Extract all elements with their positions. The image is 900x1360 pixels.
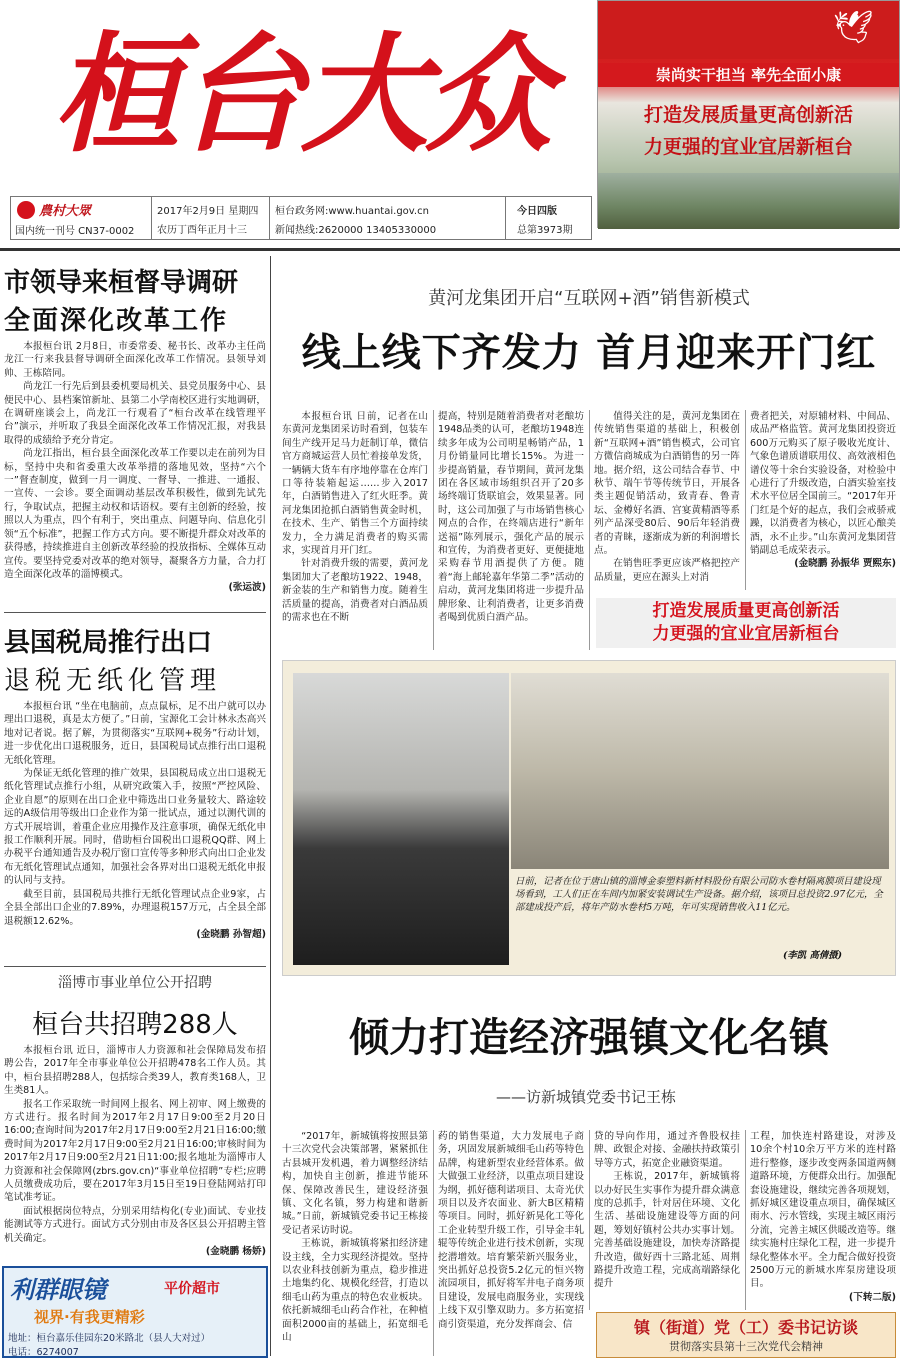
header-issue: 总第3973期 (517, 225, 573, 236)
article1-title-line2: 全面深化改革工作 (4, 306, 229, 336)
article1-p1: 本报桓台讯 2月8日，市委常委、秘书长、改革办主任尚龙江一行来我县督导调研全面深化改革工作情况。县领导刘帅、王栋陪同。 (4, 341, 266, 379)
feature-col3-p2: 王栋说，2017年，新城镇将以办好民生实事作为提升群众满意度的总抓手，针对居住环境、文化生活、基础设施建设等方面的问题，筹划好镇村公共办实事计划。完善基础设施建设，加快寿济路提升改造，做好西十三路北延、周荆路提升改造工程，完成高端路绿化提升 (594, 1171, 740, 1290)
photo-block (282, 660, 896, 976)
photo-left (293, 673, 509, 965)
photo-caption: 日前，记者在位于唐山镇的淄博金泰塑料新材料股份有限公司防水卷材隔离膜项目建设现场看到，工人们正在车间内加紧安装调试生产设备。据介绍，该项目总投资2.97亿元，全部建成投产后，将年产防水卷材5万吨，年可实现销售收入11亿元。 (515, 876, 883, 913)
header-cn: 国内统一刊号 CN37-0002 (15, 226, 135, 237)
top-ad-line1: 崇尚实干担当 率先全面小康 (598, 63, 899, 87)
feature-col3-p1: 贷的导向作用，通过齐鲁股权挂牌、政银企对接、金融扶持政策引导等方式，拓宽企业融资渠道。 (594, 1131, 740, 1169)
header-hotline: 新闻热线:2620000 13405330000 (275, 225, 437, 236)
header-info (10, 196, 592, 240)
feature-title: 倾力打造经济强镇文化名镇 (349, 1014, 829, 1061)
article3-p2: 报名工作采取统一时间网上报名、网上初审、网上缴费的方式进行。报名时间为2017年2月17日9:00至2月20日16:00;查询时间为2017年2月17日9:00至2月21日16:00;缴费时间为2017年2月17日9:00至2月21日16:00;审核时间为2017年2月17日9:00至2月21日11:00;报名地址为淄博市人力资源和社会保障网(zbrs.gov.cn)“事业单位招聘”专栏;应聘人员缴费成功后，要在2017年3月15日至19日登陆网站打印笔试准考证。 (4, 1098, 266, 1204)
red-banner-line2: 力更强的宜业宜居新桓台 (652, 624, 840, 644)
ad-eyewear-phone: 电话：6274007 (8, 1347, 79, 1358)
feature-col1-p1: “2017年，新城镇将按照县第十三次党代会决策部署，紧紧抓住古县城开发机遇，着力调整经济结构，加快自主创新，推进节能环保、保障改善民生，建设经济强镇、文化名镇，努力构建和谐新城。”日前，新城镇党委书记王栋接受记者采访时说。 (282, 1131, 428, 1236)
lead-col3-p1: 值得关注的是，黄河龙集团在传统销售渠道的基础上，积极创新“互联网+酒”销售模式，公司官方微信商城成为白酒销售的另一阵地。据介绍，这公司结合春节、中秋节、端午节等传统节日，开展各类主题促销活动，致青春、鲁青坛、金樽好名酒、宫宴黄精酒等系列产品深受80后、90后年轻消费者的青睐，逐渐成为新的利润增长点。 (594, 411, 740, 557)
article1-p2: 尚龙江一行先后到县委机要局机关、县党员服务中心、县便民中心、县档案馆新址、县第二小学南校区进行实地调研，在调研座谈会上，尚龙江一行观看了“桓台改革在线管理平台”演示，并听取了我县全面深化改革工作情况汇报，对我县取得的成绩给予充分肯定。 (4, 381, 266, 446)
red-banner-line1: 打造发展质量更高创新活 (652, 601, 840, 621)
city-photo (598, 173, 899, 229)
feature-col1-p2: 王栋说，新城镇将紧扣经济建设主线，全力实现经济提效。坚持以农业科技创新为重点，稳步推进土地集约化、规模化经营，打造以细毛山药为重点的特色农业板块。依托新城细毛山药合作社，在种植面积2000亩的基础上，拓宽细毛山 (282, 1238, 428, 1344)
article2-byline: (金晓鹏 孙智超) (196, 928, 266, 940)
ad-eyewear-tag: 平价超市 (164, 1281, 220, 1297)
feature-byline: (下转二版) (848, 1291, 896, 1303)
lead-col3-p2: 在销售旺季更应该严格把控产品质量，更应在源头上对消 (594, 558, 740, 583)
article2-p2: 为保证无纸化管理的推广效果，县国税局成立出口退税无纸化管理试点推行小组，从研究政策入手，按照“严控风险、企业自愿”的原则在出口企业中筛选出口业务量较大、路途较远的A级信用等级出口企业作为第一批试点，通过以测代训的方式开展培训，着重企业应用操作及注意事项，确保无纸化申报工作顺利开展。同时，借助桓台国税出口退税QQ群、网上办税平台通知通告及办税厅窗口宣传等多种形式向出口企业发布无纸化管理试点通知，加强社会各界对出口退税无纸化申报的认同与支持。 (4, 768, 266, 887)
header-brand: 農村大眾 (39, 204, 92, 219)
top-ad-line2: 打造发展质量更高创新活 (643, 104, 853, 126)
header-pages: 今日四版 (517, 206, 557, 217)
dove-icon: 🕊 (832, 8, 874, 46)
ad-eyewear-slogan: 视界·有我更精彩 (34, 1308, 145, 1326)
ad-eyewear-addr: 地址：桓台嘉乐佳园东20米路北（县人大对过） (8, 1333, 211, 1344)
lead-byline: (金晓鹏 孙振华 贾熙东) (794, 558, 896, 570)
interview-series-title: 镇（街道）党（工）委书记访谈 (633, 1318, 858, 1337)
article2-title-line1: 县国税局推行出口 (4, 628, 213, 658)
article2-p1: 本报桓台讯 “坐在电脑前，点点鼠标，足不出户就可以办理出口退税，真是太方便了。”日前，宝源化工会计林永杰高兴地对记者说。据了解，为贯彻落实“互联网+税务”行动计划，进一步优化出口退税服务，近日，县国税局试点推行出口退税无纸化管理。 (4, 701, 266, 766)
red-banner (596, 598, 896, 648)
article2-p3: 截至目前，县国税局共推行无纸化管理试点企业9家，占全县全部出口企业的7.89%，办理退税157万元，占全县全部退税额12.62%。 (4, 888, 266, 927)
masthead-title: 桓台大众 (52, 20, 549, 170)
article3-byline: (金晓鹏 杨娇) (205, 1246, 266, 1258)
article3-p3: 面试根据岗位特点，分别采用结构化(专业)面试、专业技能测试等方式进行。面试方式分别由市及各区县公开招聘主管机关确定。 (4, 1205, 266, 1244)
feature-subtitle: ——访新城镇党委书记王栋 (496, 1088, 677, 1106)
article3-title: 桓台共招聘288人 (32, 1010, 238, 1040)
interview-series-box (596, 1312, 896, 1358)
lead-col1-p1: 本报桓台讯 日前，记者在山东黄河龙集团采访时看到，包装车间生产线开足马力赶制订单，微信官方商城运营人员忙着接单发货，一辆辆大货车有序地停靠在仓库门口等待装箱起运……步入2017年，白酒销售进入了红火旺季。黄河龙集团抢抓白酒销售黄金时机，在技术、生产、销售三个方面持续发力，全力满足消费者的购买需求，实现首月开门红。 (282, 411, 428, 557)
brand-logo-icon (17, 201, 35, 219)
article1-title-line1: 市领导来桓督导调研 (4, 268, 239, 298)
top-ad-line3: 力更强的宜业宜居新桓台 (643, 136, 853, 158)
article2-title-line2: 退税无纸化管理 (4, 666, 222, 696)
header-lunar: 农历丁酉年正月十三 (157, 225, 247, 236)
article1-byline: (张运波) (228, 582, 266, 594)
photo-right (511, 673, 889, 869)
ad-eyewear-brand: 利群眼镜 (10, 1276, 106, 1304)
feature-col2-p1: 药的销售渠道，大力发展电子商务，巩固发展新城细毛山药等特色品牌，构建新型农业经营体系。做大做强工业经济，以重点项目建设为纲，抓好德利诺项目、太奇光伏项目以及齐农面业、新大B区精精等项目。同时，抓好新晃化工等化工企业转型升级工作，引导金丰轧辊等传统企业进行技术创新，实现挖潜增效。培育繁荣新兴服务业，突出抓好总投资5.2亿元的恒兴物流园项目，抓好将军井电子商务项目建设，发展电商服务业，实现线上线下双引擎双助力。多方拓宽招商引资渠道，充分发挥商会、信 (438, 1131, 584, 1330)
header-site: 桓台政务网:www.huantai.gov.cn (275, 206, 429, 217)
lead-col4-p1: 费者把关，对原辅材料、中间品、成品严格监管。黄河龙集团投资近600万元购买了原子吸收光度计、气象色谱质谱联用仪、高效液相色谱仪等十余台实验设备，对检验中心进行了升级改造，白酒实验室技术水平位居全国前三。“2017年开门红是个好的起点，我们会戒骄戒躁，以消费者为核心，以匠心酿美酒，永不止步。”山东黄河龙集团营销副总毛成荣表示。 (750, 411, 896, 557)
ad-eyewear (2, 1266, 268, 1358)
header-date: 2017年2月9日 星期四 (157, 206, 259, 217)
top-ad (597, 0, 900, 228)
lead-col2-p1: 提高，特别是随着消费者对老酿坊1948品类的认可，老酿坊1948连续多年成为公司明星畅销产品，1月份销量同比增长15%。为进一步提高销量，春节期间，黄河龙集团在各区域市场组织召开了20多场终端订货联谊会，效果显著。同时，这公司加强了与市场销售核心网点的合作，在终端店进行“新年送福”陈列展示，强化产品的展示和宣传，为消费者更好、更便捷地采购春节用酒提供了方便。随着“海上邮轮嘉年华第二季”活动的启动，黄河龙集团将进一步提升品牌形象、让利消费者，让更多消费者喝到优质白酒产品。 (438, 411, 584, 624)
interview-series-sub: 贯彻落实县第十三次党代会精神 (669, 1340, 823, 1353)
lead-kicker: 黄河龙集团开启“互联网+酒”销售新模式 (428, 288, 750, 309)
photo-byline: (李凯 高倩摄) (783, 950, 843, 961)
lead-title: 线上线下齐发力 首月迎来开门红 (301, 331, 877, 376)
feature-col4-p1: 工程，加快连村路建设，对涉及10余个村10余万平方米的连村路进行整修，逐步改变两条国道两侧道路环境，方便群众出行。加强配套设施建设，继续完善各项规划，抓好城区建设重点项目，确保城区雨水、污水管线，实现主城区雨污分流，完善主城区供暖改造等。继续实施村庄绿化工程，进一步提升绿化整体水平。全力配合做好投资2500万元的新城水库泵房建设项目。 (750, 1131, 896, 1290)
article3-kicker: 淄博市事业单位公开招聘 (58, 975, 212, 991)
lead-col1-p2: 针对消费升级的需要，黄河龙集团加大了老酿坊1922、1948，新金装的生产和销售力度。随着生活质量的提高，消费者对白酒品质的需求也在不断 (282, 558, 428, 624)
article1-p3: 尚龙江指出，桓台县全面深化改革工作要以走在前列为目标，坚持中央和省委重大改革举措的落地见效，坚持“六个一”督查制度，做到一月一调度、一督导、一推进、一通报、一宣传、一会诊。要全面调动基层改革积极性，做到先试先行，争取试点，把握主动权和话语权。要有主创新的经验，按照以人为重点，四个有利于，突出重点、问题导向、信息化引领“五个标准”，把握工作方式方向。要不断提升群众对改革的获得感，持续推进自主创新改革经验的投放指标、全媒体互动宣传。要坚持党委对改革的绝对领导，凝聚各方力量，合力打造全面深化改革的淄博模式。 (4, 448, 266, 580)
article3-p1: 本报桓台讯 近日，淄博市人力资源和社会保障局发布招聘公告，2017年全市事业单位公开招聘478名工作人员。其中，桓台县招聘288人，包括综合类39人，教育类168人，卫生类81人。 (4, 1045, 266, 1097)
